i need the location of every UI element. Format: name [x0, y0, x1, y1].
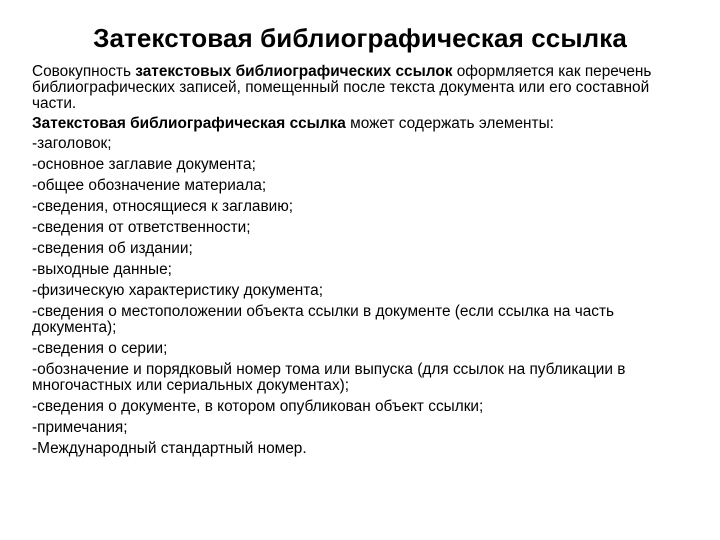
list-item: -обозначение и порядковый номер тома или выпуска (для ссылок на публикации в многочастных или сериальных документах);: [32, 361, 626, 394]
list-item: -сведения об издании;: [32, 240, 193, 257]
list-item: -примечания;: [32, 419, 128, 436]
list-item: -сведения, относящиеся к заглавию;: [32, 198, 294, 215]
list-item: -сведения о серии;: [32, 340, 168, 357]
elements-list: [32, 136, 692, 457]
slide-title: Затекстовая библиографическая ссылка: [93, 23, 627, 53]
intro-tail: оформляется как перечень библиографических записей, помещенный после текста документа или его составной части.: [32, 63, 652, 112]
list-item: -сведения о местоположении объекта ссылки в документе (если ссылка на часть документа);: [32, 303, 615, 336]
elements-intro-bold-term: Затекстовая библиографическая ссылка: [32, 115, 346, 132]
elements-intro-paragraph: [32, 116, 692, 132]
intro-lead: Совокупность: [32, 63, 136, 80]
list-item: -сведения о документе, в котором опубликован объект ссылки;: [32, 398, 484, 415]
elements-intro-tail: может содержать элементы:: [345, 115, 554, 132]
intro-paragraph: [32, 64, 692, 112]
list-item: -общее обозначение материала;: [32, 177, 267, 194]
list-item: -физическую характеристику документа;: [32, 282, 323, 299]
intro-bold-term: затекстовых библиографических ссылок: [135, 63, 453, 80]
list-item: -основное заглавие документа;: [32, 156, 256, 173]
list-item: -сведения от ответственности;: [32, 219, 251, 236]
list-item: -выходные данные;: [32, 261, 172, 278]
list-item: -Международный стандартный номер.: [32, 440, 307, 457]
slide-content: [32, 64, 692, 462]
list-item: -заголовок;: [32, 135, 112, 152]
